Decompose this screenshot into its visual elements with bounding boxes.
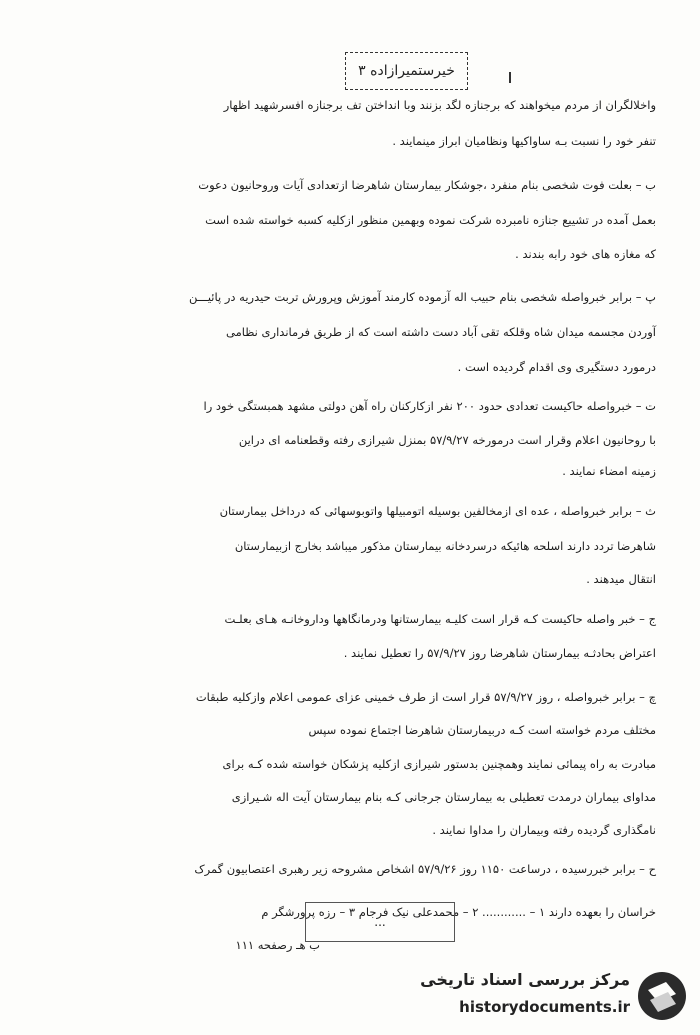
text-line: مختلف مردم خواسته است کـه دربیمارستان شاهرضا اجتماع نموده سپس: [308, 723, 656, 737]
signature-box: [305, 902, 455, 942]
text-line: بعمل آمده در تشییع جنازه نامبرده شرکت نموده وبهمین منظور ازکلیه کسبه خواسته شده است: [205, 213, 656, 227]
text-line: پ – برابر خبرواصله شخصی بنام حبیب اله آزموده کارمند آموزش وپرورش تربت حیدریه در پائیـــن: [188, 290, 656, 304]
archive-logo-icon: [636, 970, 688, 1022]
text-line: ج – خبر واصله حاکیست کـه قرار است کلیـه بیمارستانها ودرمانگاهها وداروخانـه هـای بعلـت: [224, 612, 656, 626]
text-line: درمورد دستگیری وی اقدام گردیده است .: [457, 360, 656, 374]
footer-url: historydocuments.ir: [459, 998, 630, 1016]
page-mark: [509, 72, 511, 83]
text-line: انتقال میدهند .: [586, 572, 656, 586]
watermark-footer: [410, 968, 690, 1028]
text-line: ب هـ رصفحه ۱۱۱: [235, 938, 320, 952]
text-line: ب – بعلت فوت شخصی بنام منفرد ،جوشکار بیمارستان شاهرضا ازتعدادی آیات وروحانیون دعوت: [198, 178, 656, 192]
text-line: نامگذاری گردیده رفته وبیماران را مداوا نمایند .: [432, 823, 656, 837]
text-line: ت – خبرواصله حاکیست تعدادی حدود ۲۰۰ نفر ازکارکنان راه آهن دولتی مشهد همبستگی خود را: [203, 399, 656, 413]
text-line: خراسان را بعهده دارند ۱ – ............ ۲ – محمدعلی نیک فرجام ۳ – رزه پرورشگر م: [261, 905, 656, 919]
text-line: چ – برابر خبرواصله ، روز ۵۷/۹/۲۷ قرار است از طرف خمینی عزای عمومی اعلام وازکلیه طبقات: [195, 690, 656, 704]
text-line: واخلالگران از مردم میخواهند که برجنازه لگد بزنند وبا انداختن تف برجنازه افسرشهید اظهار: [223, 98, 656, 112]
text-line: که مغازه های خود رابه بندند .: [515, 247, 656, 261]
footer-title: مرکز بررسی اسناد تاریخی: [420, 970, 630, 989]
text-line: ح – برابر خبررسیده ، درساعت ۱۱۵۰ روز ۵۷/۹/۲۶ اشخاص مشروحه زیر رهبری اعتصابیون گمرک: [194, 862, 656, 876]
archive-stamp-text: خیرستمیرازاده ۳: [358, 63, 455, 79]
text-line: مداوای بیماران درمدت تعطیلی به بیمارستان جرجانی کـه بنام بیمارستان آیت اله شـیرازی: [231, 790, 656, 804]
signature-text: ...: [374, 915, 386, 929]
text-line: با روحانیون اعلام وقرار است درمورخه ۵۷/۹/۲۷ بمنزل شیرازی رفته وقطعنامه ای دراین: [238, 433, 656, 447]
text-line: زمینه امضاء نمایند .: [562, 464, 656, 478]
text-line: ث – برابر خبرواصله ، عده ای ازمخالفین بوسیله اتومبیلها واتوبوسهائی که درداخل بیمارستان: [219, 504, 656, 518]
text-line: اعتراض بحادثـه بیمارستان شاهرضا روز ۵۷/۹/۲۷ را تعطیل نمایند .: [343, 646, 656, 660]
text-line: شاهرضا تردد دارند اسلحه هائیکه درسردخانه بیمارستان مذکور میباشد بخارج ازبیمارستان: [234, 539, 656, 553]
archive-stamp: [345, 52, 468, 90]
text-line: آوردن مجسمه میدان شاه وقلکه تقی آباد دست داشته است که از طریق فرمانداری نظامی: [226, 325, 656, 339]
text-line: مبادرت به راه پیمائی نمایند وهمچنین بدستور شیرازی ازکلیه پزشکان خواسته شده کـه برای: [222, 757, 656, 771]
text-line: تنفر خود را نسبت بـه ساواکیها ونظامیان ابراز مینمایند .: [392, 134, 656, 148]
